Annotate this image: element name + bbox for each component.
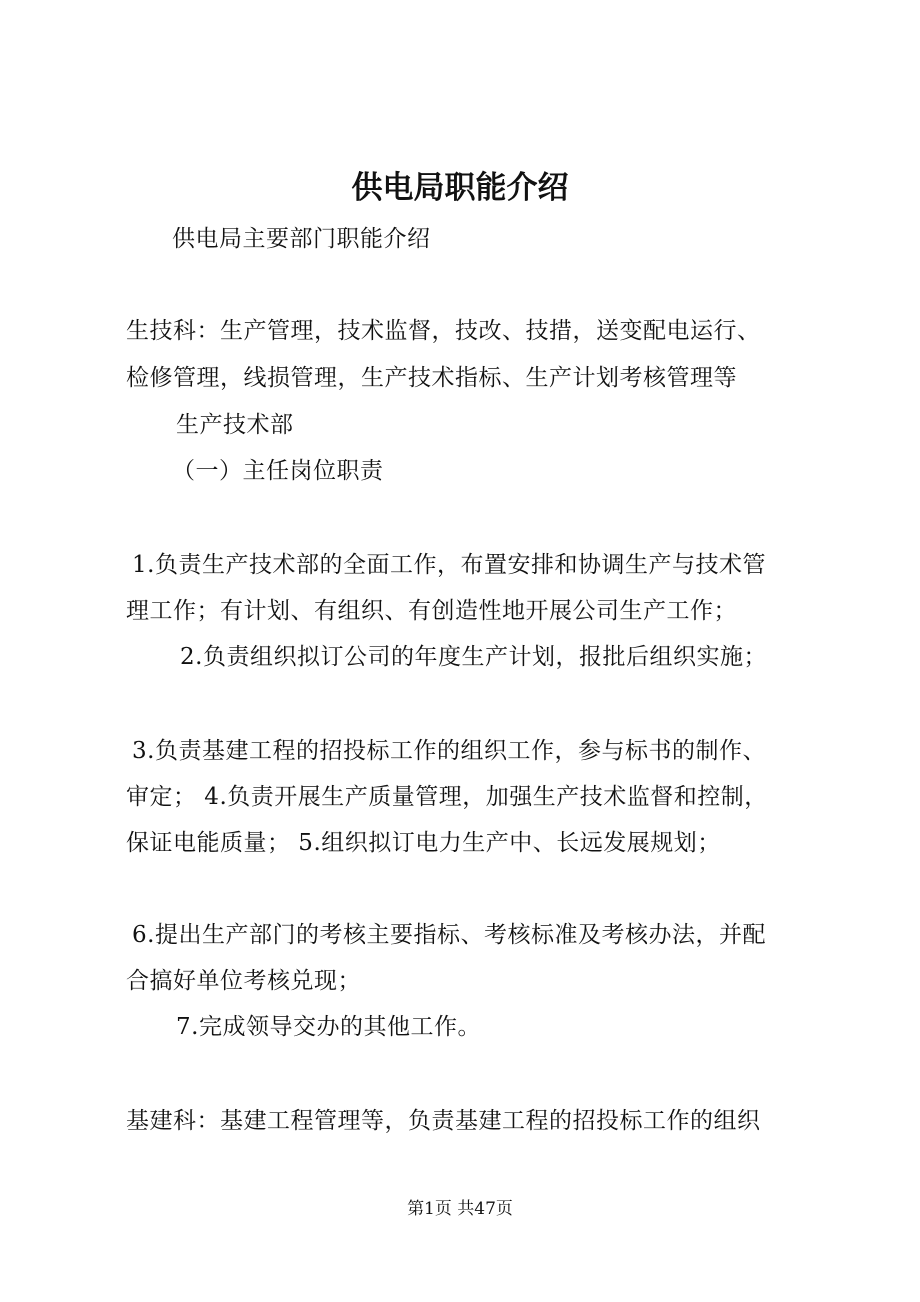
text-line: 检修管理，线损管理，生产技术指标、生产计划考核管理等 xyxy=(126,365,737,391)
text-line: 合搞好单位考核兑现； xyxy=(126,968,361,994)
text-line: 理工作；有计划、有组织、有创造性地开展公司生产工作； xyxy=(126,598,737,624)
document-title: 供电局职能介绍 xyxy=(351,170,569,206)
document-subtitle: 供电局主要部门职能介绍 xyxy=(172,226,431,252)
section-heading: 生产技术部 xyxy=(176,412,294,438)
text-line: 7.完成领导交办的其他工作。 xyxy=(176,1014,481,1040)
page-number-footer: 第1页 共47页 xyxy=(407,1199,513,1219)
text-line: 基建科：基建工程管理等，负责基建工程的招投标工作的组织 xyxy=(126,1108,761,1134)
text-line: 1.负责生产技术部的全面工作，布置安排和协调生产与技术管 xyxy=(132,552,766,578)
text-line: 2.负责组织拟订公司的年度生产计划，报批后组织实施； xyxy=(180,644,767,670)
subsection-heading: （一）主任岗位职责 xyxy=(172,458,384,484)
text-line: 生技科：生产管理，技术监督，技改、技措，送变配电运行、 xyxy=(126,318,761,344)
text-line: 保证电能质量； 5.组织拟订电力生产中、长远发展规划； xyxy=(126,830,721,856)
text-line: 3.负责基建工程的招投标工作的组织工作，参与标书的制作、 xyxy=(132,738,766,764)
text-line: 6.提出生产部门的考核主要指标、考核标准及考核办法，并配 xyxy=(132,922,766,948)
text-line: 审定； 4.负责开展生产质量管理，加强生产技术监督和控制， xyxy=(126,784,768,810)
